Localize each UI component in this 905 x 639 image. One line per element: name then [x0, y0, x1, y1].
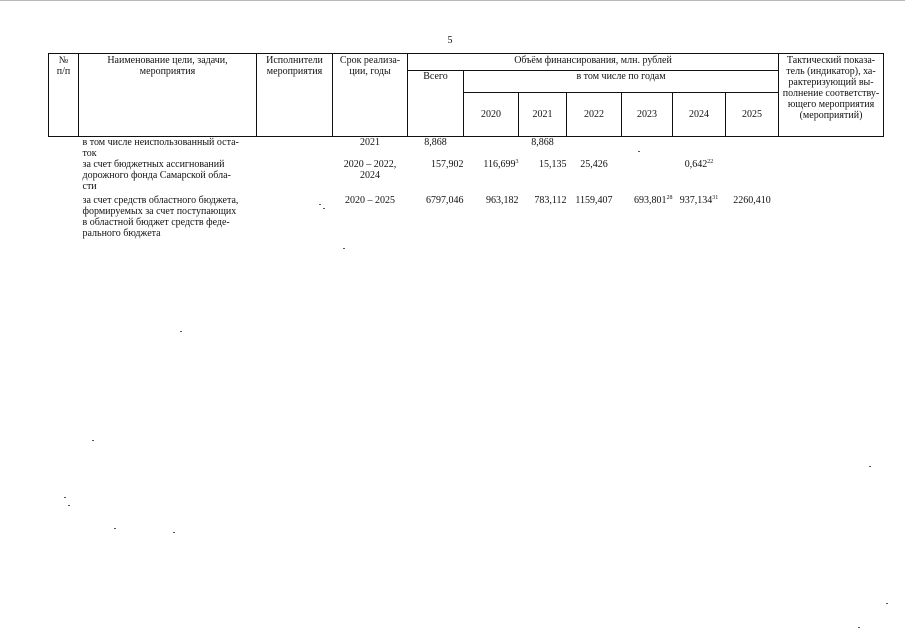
cell-executors: [257, 159, 333, 195]
table-body: [49, 137, 884, 252]
scan-speck: [64, 497, 66, 498]
cell-name: за счет средств областного бюджета, формируемых за счет поступающих в областной бюджет средств феде- рального бюджета: [82, 195, 239, 239]
cell-2025: [726, 137, 779, 160]
cell-2020: [464, 137, 519, 160]
header-total: Всего: [408, 71, 464, 137]
cell-term: 2020 – 2022, 2024: [343, 159, 397, 181]
header-year-2024: 2024: [673, 93, 726, 137]
scan-speck: [173, 532, 175, 533]
cell-num: [49, 137, 79, 160]
header-year-2020: 2020: [464, 93, 519, 137]
cell-executors: [257, 137, 333, 160]
cell-total: 6797,046: [426, 195, 464, 206]
cell-2022: [567, 137, 622, 160]
scan-speck: [319, 204, 321, 205]
cell-2021: 783,112: [534, 195, 567, 206]
cell-executors: [257, 195, 333, 251]
cell-num: [49, 159, 79, 195]
header-term: Срок реализа- ции, годы: [333, 54, 408, 137]
cell-num: [49, 195, 79, 251]
scan-edge: [0, 0, 905, 1]
scan-speck: [68, 505, 70, 506]
scan-speck: [858, 627, 860, 628]
financing-table: [48, 53, 884, 251]
scan-speck: [343, 248, 345, 249]
table-header: [49, 54, 884, 137]
cell-2021: 8,868: [531, 137, 554, 148]
header-num: № п/п: [49, 54, 79, 137]
scan-speck: [114, 528, 116, 529]
cell-2023: [622, 137, 673, 160]
cell-2020: 963,182: [486, 195, 519, 206]
table-row: [49, 137, 884, 160]
header-year-2021: 2021: [519, 93, 567, 137]
cell-name: в том числе неиспользованный оста- ток: [82, 137, 239, 159]
cell-2024: 937,134$^{31}$: [679, 195, 719, 206]
cell-2022: 1159,407: [575, 195, 613, 206]
cell-total: 8,868: [424, 137, 447, 148]
header-by-years: в том числе по годам: [464, 71, 779, 93]
header-indicator: Тактический показа- тель (индикатор), ха- рактеризующий вы- полнение соответству- ющего мероприятия (мероприятий): [779, 54, 884, 137]
header-name: Наименование цели, задачи, мероприятия: [79, 54, 257, 137]
scan-speck: [92, 440, 94, 441]
cell-2023: 693,801$^{28}$: [634, 195, 673, 206]
cell-2020: 116,699$^3$: [483, 159, 519, 170]
cell-name: за счет бюджетных ассигнований дорожного фонда Самарской обла- сти: [82, 159, 231, 192]
header-year-2022: 2022: [567, 93, 622, 137]
page-number: 5: [447, 35, 453, 46]
scan-speck: [886, 603, 888, 604]
cell-indicator: [779, 195, 884, 251]
cell-total: 157,902: [431, 159, 464, 170]
header-executors: Исполнители мероприятия: [257, 54, 333, 137]
header-year-2025: 2025: [726, 93, 779, 137]
header-year-2023: 2023: [622, 93, 673, 137]
header-financing: Объём финансирования, млн. рублей: [408, 54, 779, 71]
cell-2024: [673, 137, 726, 160]
scan-speck: [869, 466, 871, 467]
cell-2025: [726, 159, 779, 195]
table-row: [49, 159, 884, 195]
cell-term: 2020 – 2025: [345, 195, 395, 206]
cell-indicator: [779, 137, 884, 160]
table-row: [49, 195, 884, 251]
cell-2023: [622, 159, 673, 195]
cell-2025: 2260,410: [733, 195, 771, 206]
cell-term: 2021: [360, 137, 380, 148]
cell-2024: 0,642$^{22}$: [684, 159, 714, 170]
scan-speck: [180, 331, 182, 332]
cell-indicator: [779, 159, 884, 195]
scan-speck: [323, 208, 325, 209]
scan-speck: [638, 151, 640, 152]
cell-2021: 15,135: [539, 159, 567, 170]
cell-2022: 25,426: [580, 159, 608, 170]
